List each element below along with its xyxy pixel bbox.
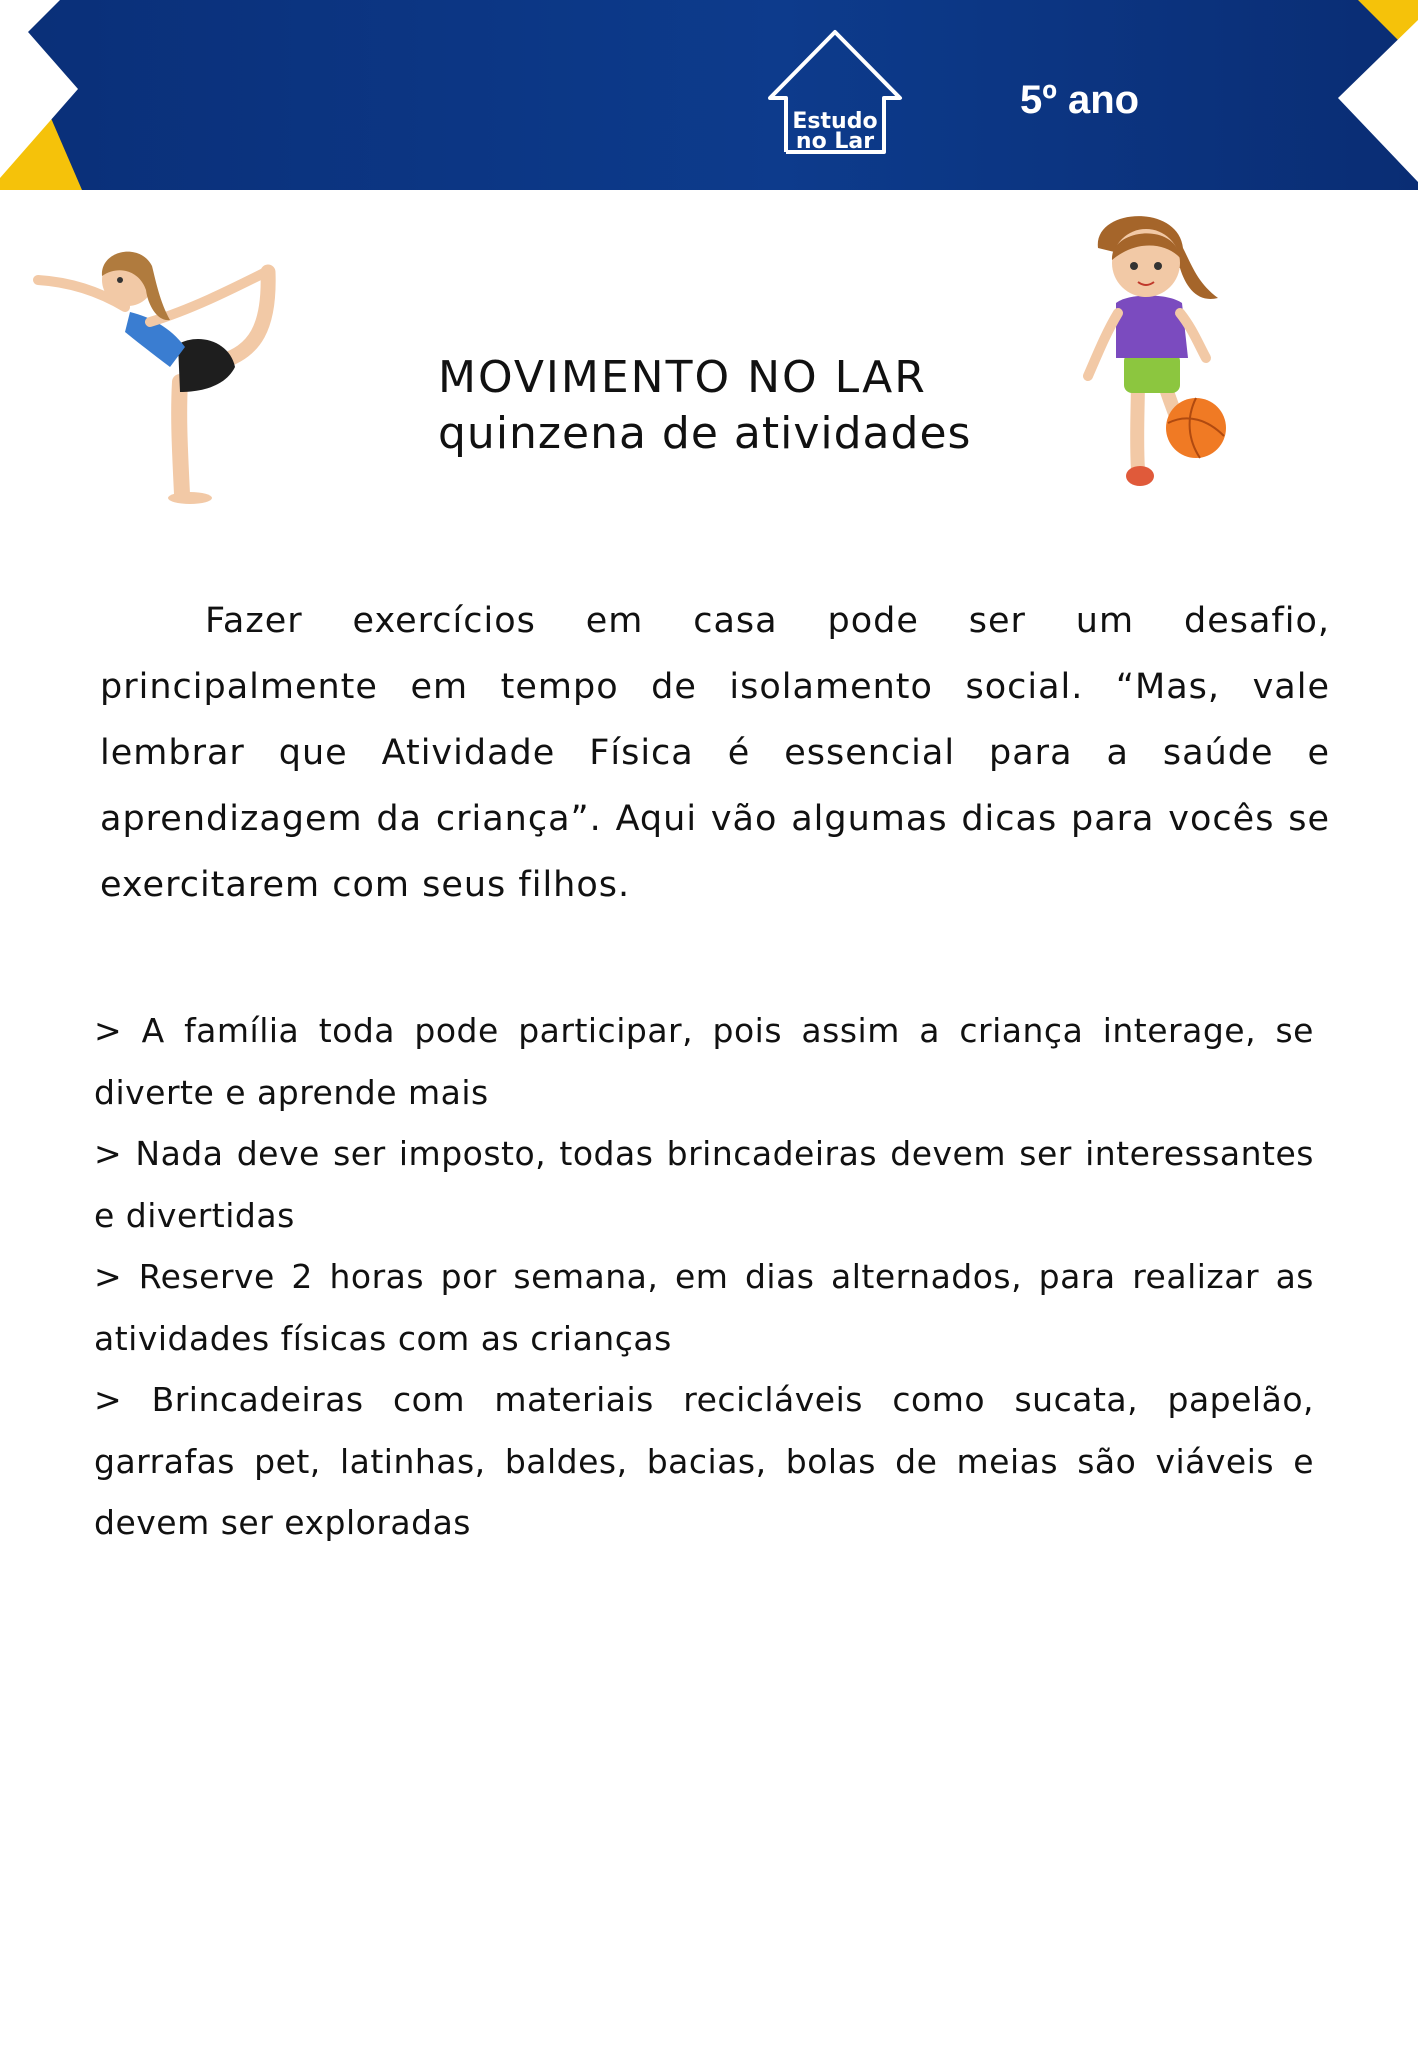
logo-text: Estudo no Lar	[792, 109, 878, 154]
ball-girl-illustration	[1068, 208, 1238, 493]
grade-label: 5º ano	[1020, 78, 1140, 122]
yoga-girl-illustration	[30, 232, 280, 512]
page-title: MOVIMENTO NO LAR	[438, 352, 927, 403]
list-item: > A família toda pode participar, pois assim a criança interage, se diverte e aprende mais	[94, 1011, 1314, 1112]
left-corner-decoration	[0, 0, 90, 190]
title-block	[438, 350, 1058, 462]
list-item: > Reserve 2 horas por semana, em dias alternados, para realizar as atividades físicas com as crianças	[94, 1257, 1314, 1358]
estudo-no-lar-logo	[760, 26, 910, 166]
intro-paragraph: Fazer exercícios em casa pode ser um desafio, principalmente em tempo de isolamento social. “Mas, vale lembrar que Atividade Física é essencial para a saúde e aprendizagem da criança”. Aqui vão algumas dicas para vocês se exercitarem com seus filhos.	[100, 601, 1330, 905]
list-item: > Nada deve ser imposto, todas brincadeiras devem ser interessantes e divertidas	[94, 1134, 1314, 1235]
page-subtitle: quinzena de atividades	[438, 408, 972, 459]
list-item: > Brincadeiras com materiais recicláveis como sucata, papelão, garrafas pet, latinhas, baldes, bacias, bolas de meias são viáveis e devem ser exploradas	[94, 1380, 1314, 1542]
header-banner	[0, 0, 1418, 190]
tips-list	[94, 1000, 1314, 1554]
right-corner-decoration	[1328, 0, 1418, 190]
